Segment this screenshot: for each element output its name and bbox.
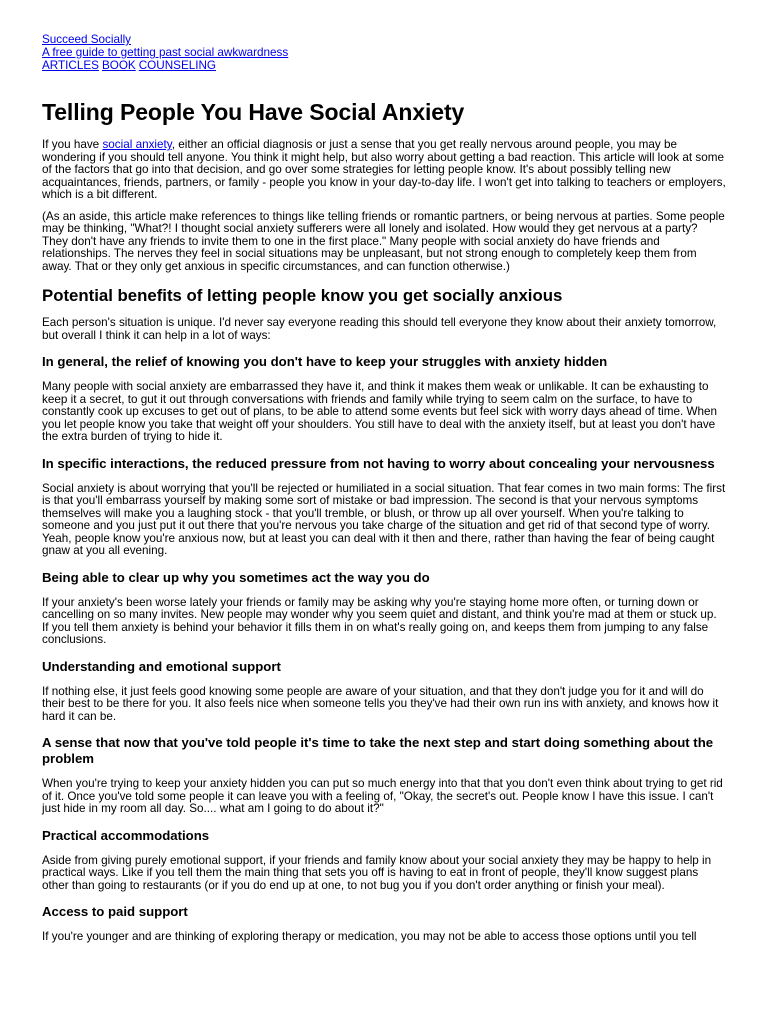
- subsection-heading-next-step: A sense that now that you've told people it's time to take the next step and start doing something about the problem: [42, 735, 714, 766]
- nav-articles-link[interactable]: ARTICLES: [42, 59, 99, 72]
- intro-text-end: , either an official diagnosis or just a sense that you get really nervous around people, you may be wondering if you should tell anyone. You think it might help, but also worry about getting a bad reaction. This article will look at some of the factors that go into that decision, and go over some strategies for letting people know. It's about possibly telling new acquaintances, friends, partners, or family - people you know in your day-to-day life. I won't get into talking to teachers or employers, which is a bit different.: [42, 138, 726, 201]
- subsection-body-clear-up: If your anxiety's been worse lately your friends or family may be asking why you're staying home more often, or turning down or cancelling on so many invites. New people may wonder why you seem quiet and distant, and think you're mad at them or stuck up. If you tell them anxiety is behind your behavior it fills them in on what's really going on, and keeps them from jumping to any false conclusions.: [42, 595, 717, 646]
- top-nav: [42, 59, 726, 72]
- article-body: [42, 139, 726, 953]
- section-heading: Potential benefits of letting people know you get socially anxious: [42, 286, 563, 305]
- nav-book-link[interactable]: BOOK: [101, 59, 136, 72]
- subsection-heading-paid-support: Access to paid support: [42, 904, 188, 919]
- subsection-heading-relief: In general, the relief of knowing you don't have to keep your struggles with anxiety hidden: [42, 354, 608, 369]
- subsection-body-reduced-pressure: Social anxiety is about worrying that you'll be rejected or humiliated in a social situation. That fear comes in two main forms: The first is that you'll embarrass yourself by making some sort of mistake or bad impression. The second is that your nervous symptoms themselves will make you a laughing stock - that you'll tremble, or blush, or throw up all over yourself. When you're talking to someone and you just put it out there that you're nervous you take charge of the situation and get rid of that second type of worry. Yeah, people know you're anxious now, but at least you can deal with it then and there, rather than having the fear of being caught gnaw at you all evening.: [42, 481, 726, 557]
- intro-paragraph-1: [42, 139, 726, 202]
- intro-paragraph-2: (As an aside, this article make references to things like telling friends or romantic partners, or being nervous at parties. Some people may be thinking, "What?! I thought social anxiety sufferers were all lonely and isolated. How would they get nervous at a party? They don't have any friends to invite them to one in the first place." Many people with social anxiety do have friends and relationships. The nerves they feel in social situations may be unpleasant, but not strong enough to completely keep them from away. That or they only get anxious in specific circumstances, and can function otherwise.): [42, 209, 725, 273]
- subsection-body-relief: Many people with social anxiety are embarrassed they have it, and think it makes them weak or unlikable. It can be exhausting to keep it a secret, to gut it out through conversations with friends and family while trying to seem calm on the surface, to have to constantly cook up excuses to get out of plans, to be able to attend some events but feel sick with worry days ahead of time. When you let people know you take that weight off your shoulders. You still have to deal with the anxiety itself, but at least you don't have the extra burden of trying to hide it.: [42, 380, 718, 443]
- subsection-heading-accommodations: Practical accommodations: [42, 827, 210, 843]
- tagline-link[interactable]: A free guide to getting past social awkwardness: [42, 46, 289, 59]
- social-anxiety-link[interactable]: social anxiety: [102, 138, 172, 151]
- subsection-body-paid-support: If you're younger and are thinking of exploring therapy or medication, you may not be able to access those options until you tell: [42, 930, 697, 943]
- subsection-heading-support: Understanding and emotional support: [42, 658, 281, 674]
- nav-counseling-link[interactable]: COUNSELING: [138, 59, 217, 72]
- subsection-body-accommodations: Aside from giving purely emotional support, if your friends and family know about your social anxiety they may be happy to help in practical ways. Like if you tell them the main thing that sets you off is having to eat in front of people, they'll know suggest plans other than going to restaurants (or if you do end up at one, to not bug you if you don't order anything or finish your meal).: [42, 853, 712, 892]
- section-intro: Each person's situation is unique. I'd never say everyone reading this should tell everyone they know about their anxiety tomorrow, but overall I think it can help in a lot of ways:: [42, 316, 717, 342]
- subsection-body-next-step: When you're trying to keep your anxiety hidden you can put so much energy into that that you don't even think about trying to get rid of it. Once you've told some people it can leave you with a feeling of, "Okay, the secret's out. People know I have this issue. I can't just hide in my room all day. So.... what am I going to do about it?": [42, 777, 723, 815]
- site-name-link[interactable]: Succeed Socially: [42, 33, 132, 46]
- subsection-heading-reduced-pressure: In specific interactions, the reduced pressure from not having to worry about concealing your nervousness: [42, 455, 715, 471]
- page-title: Telling People You Have Social Anxiety: [42, 99, 465, 125]
- subsection-heading-clear-up: Being able to clear up why you sometimes act the way you do: [42, 569, 430, 585]
- page: [0, 0, 768, 72]
- intro-text-start: If you have: [42, 138, 103, 151]
- subsection-body-support: If nothing else, it just feels good knowing some people are aware of your situation, and that they don't judge you for it and will do their best to be there for you. It also feels nice when someone tells you they've had their own run ins with anxiety, and knows how it hard it can be.: [42, 684, 719, 723]
